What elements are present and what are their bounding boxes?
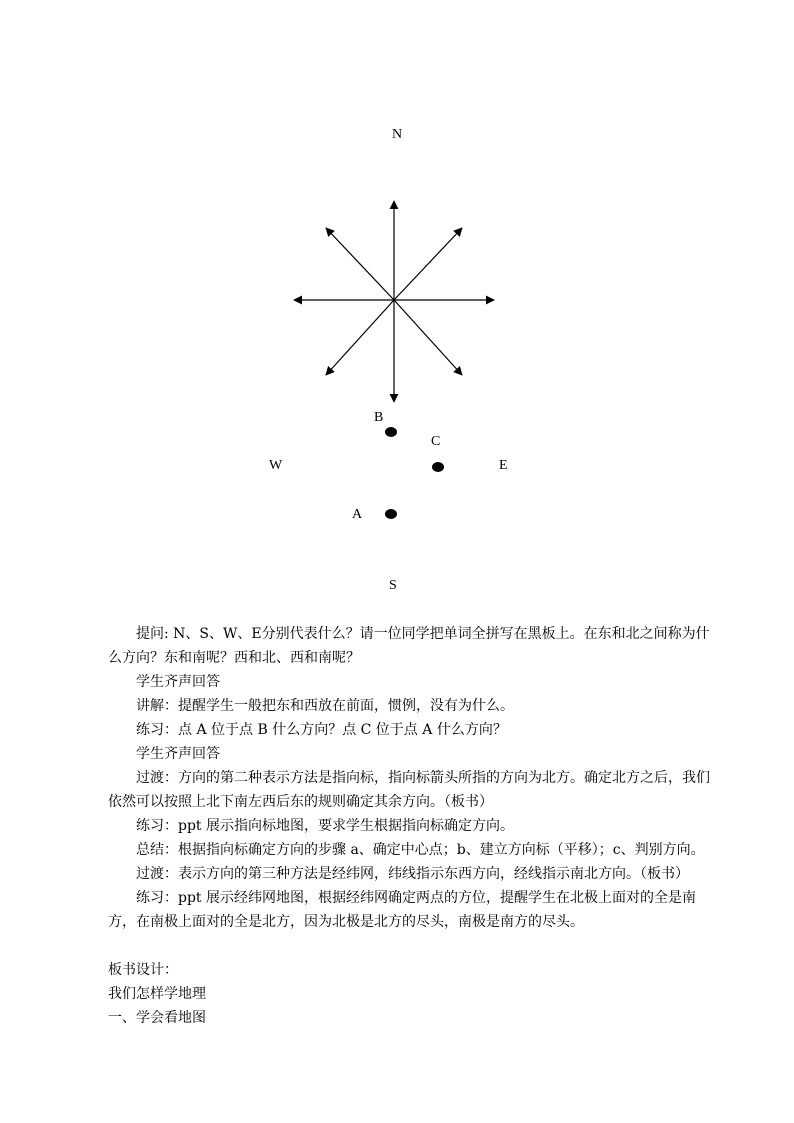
summary-paragraph: 总结：根据指向标确定方向的步骤 a、确定中心点；b、建立方向标（平移）；c、判别方向。 [136, 842, 705, 858]
transition-1: 过渡：方向的第二种表示方法是指向标，指向标箭头所指的方向为北方。确定北方之后，我们依然可以按照上北下南左西后东的规则确定其余方向。（板书） [108, 770, 710, 810]
point-a-dot [385, 509, 397, 519]
practice-1: 练习：点 A 位于点 B 什么方向？点 C 位于点 A 什么方向？ [136, 722, 507, 738]
transition-2: 过渡：表示方向的第三种方法是经纬网，纬线指示东西方向，经线指示南北方向。（板书） [136, 866, 689, 882]
practice-3: 练习：ppt 展示经纬网地图，根据经纬网确定两点的方位，提醒学生在北极上面对的全是南方，在南极上面对的全是北方，因为北极是北方的尽头，南极是南方的尽头。 [108, 890, 696, 930]
arrow-southwest [326, 300, 394, 375]
student-answer-1: 学生齐声回答 [136, 674, 220, 690]
label-point-a: A [352, 507, 363, 522]
practice-2: 练习：ppt 展示指向标地图，要求学生根据指向标确定方向。 [136, 818, 514, 834]
label-south: S [389, 578, 397, 593]
question-paragraph: 提问: N、S、W、E分别代表什么？请一位同学把单词全拼写在黑板上。在东和北之间称为什么方向？东和南呢？西和北、西和南呢？ [108, 626, 710, 666]
board-heading: 板书设计： [108, 962, 178, 978]
label-east: E [499, 458, 508, 473]
student-answer-2: 学生齐声回答 [136, 746, 220, 762]
arrow-northwest [326, 228, 394, 300]
point-c-dot [432, 462, 444, 472]
label-west: W [269, 458, 283, 473]
label-north: N [392, 127, 403, 142]
board-section-1: 一、学会看地图 [108, 1010, 206, 1026]
arrow-northeast [394, 228, 462, 300]
board-title: 我们怎样学地理 [108, 986, 206, 1002]
label-point-c: C [431, 434, 441, 449]
point-b-dot [385, 427, 397, 437]
label-point-b: B [374, 410, 384, 425]
arrow-southeast [394, 300, 462, 375]
explain-paragraph: 讲解：提醒学生一般把东和西放在前面，惯例，没有为什么。 [136, 698, 514, 714]
